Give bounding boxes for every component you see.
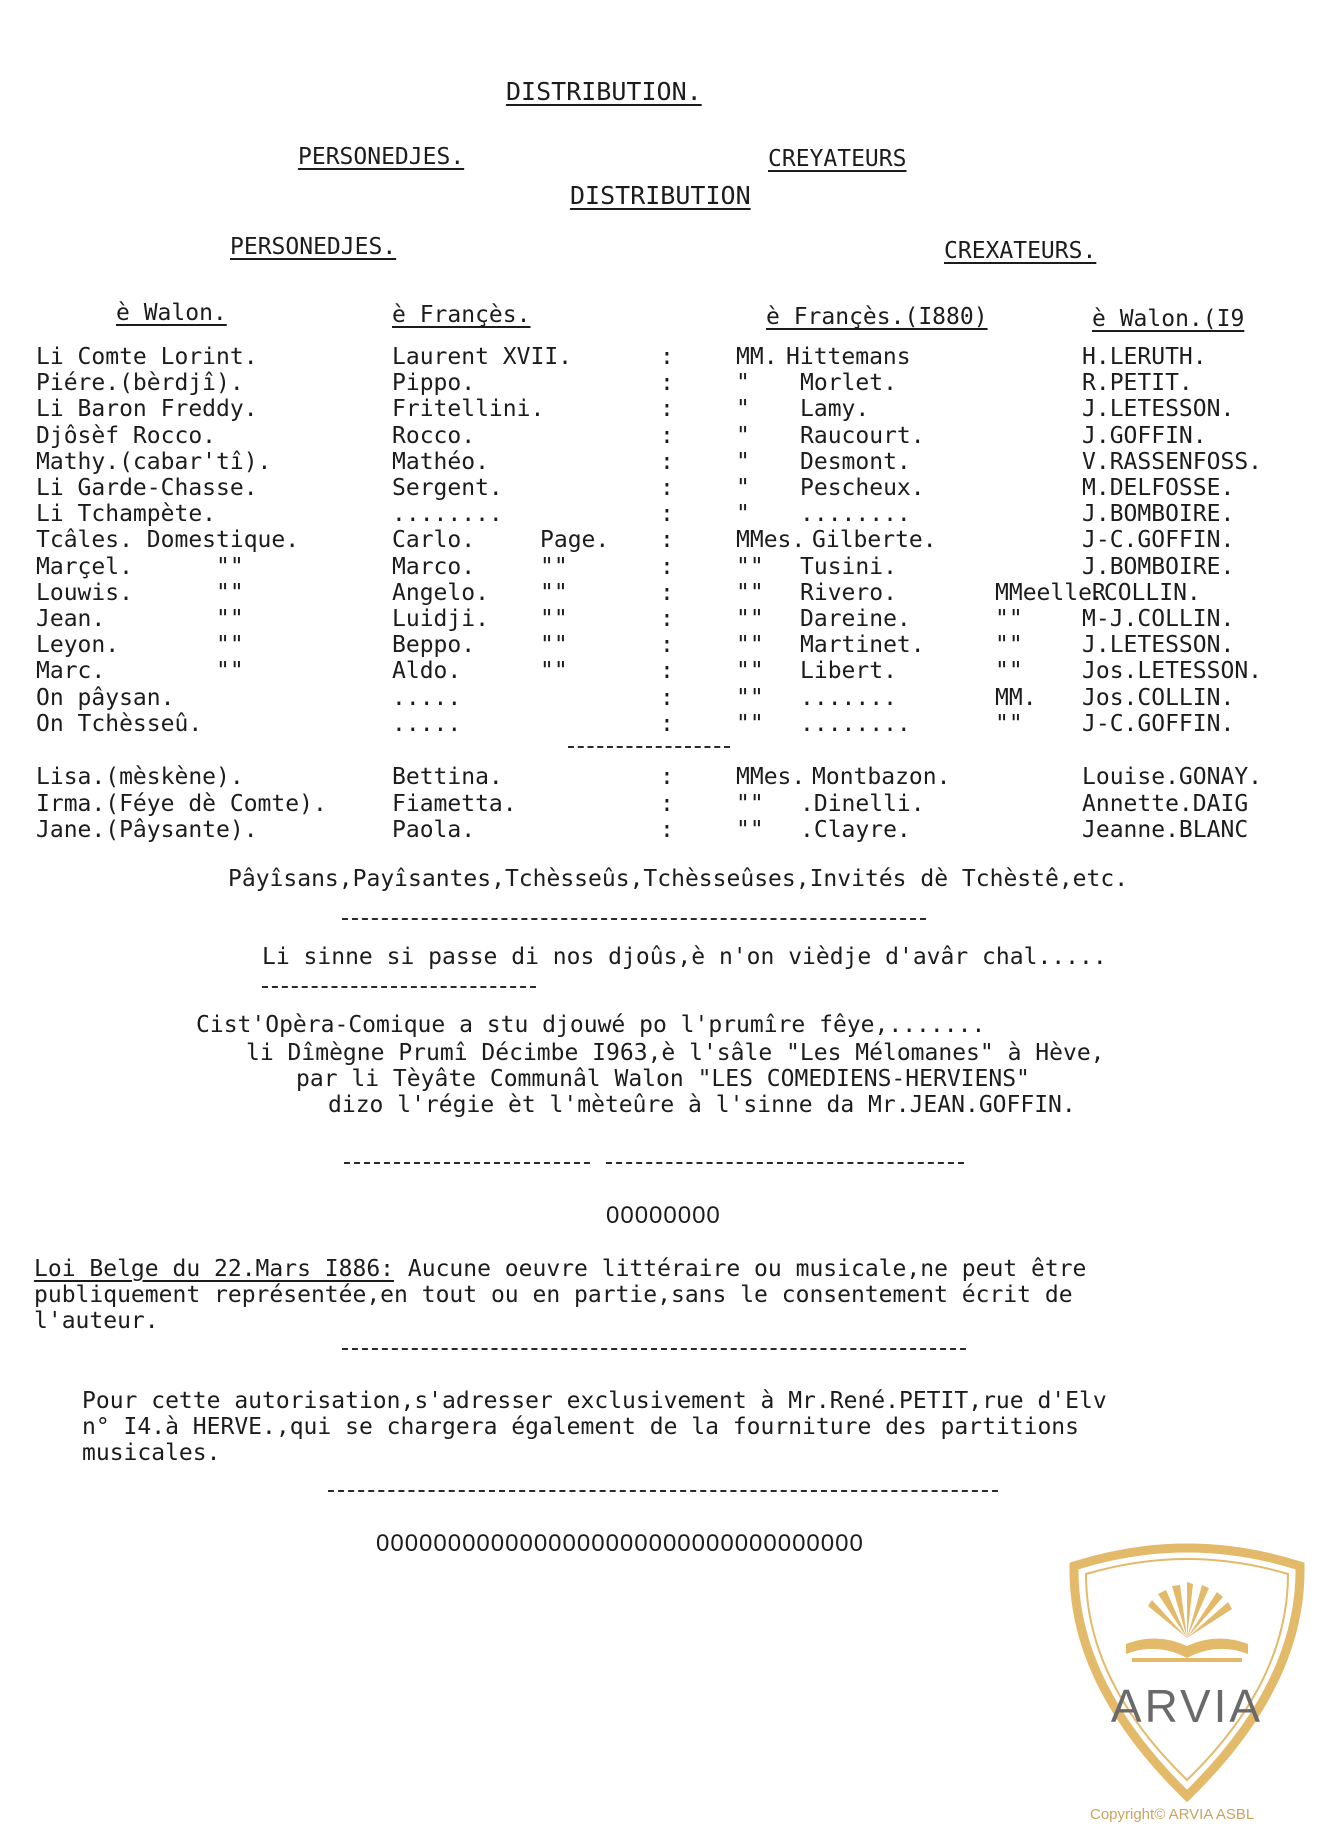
divider-dashed [342, 918, 926, 920]
cast-row [0, 658, 1324, 684]
personedjes-heading: PERSONEDJES. [230, 234, 397, 260]
column-separator: : [660, 527, 674, 554]
title-mid: DISTRIBUTION [570, 181, 751, 210]
title-top: DISTRIBUTION. [506, 77, 702, 106]
creator-prefix: MMes. [736, 527, 806, 554]
creator-walon: Jos.LETESSON. [1082, 658, 1263, 685]
creator-walon: .COLLIN. [1090, 579, 1201, 606]
role-walon: Lisa.(mèskène). [36, 764, 244, 790]
role-walon: Djôsèf Rocco. [36, 422, 217, 449]
role-frances: Pippo. [392, 370, 476, 397]
column-separator: : [660, 606, 674, 632]
role-frances: Luidji. [392, 606, 489, 632]
creator-walon: Jeanne.BLANC [1082, 817, 1249, 843]
creator-walon: J.LETESSON. [1082, 632, 1235, 659]
law-line-3: l'auteur. [34, 1308, 159, 1334]
role-walon: Tcâles. Domestique. [36, 527, 300, 554]
divider-dashed [344, 1162, 590, 1164]
law-label: Loi Belge du 22.Mars I886: [34, 1256, 395, 1282]
authorization-line-3: musicales. [82, 1440, 221, 1466]
role-frances: Aldo. [392, 658, 462, 685]
creator-frances: Rivero. [800, 579, 897, 606]
role-walon: On Tchèsseû. [36, 710, 203, 737]
role-page: "" [540, 632, 568, 659]
creator-prefix: MM. [736, 344, 778, 370]
role-frances: Beppo. [392, 632, 476, 659]
role-walon: Jane.(Pâysante). [36, 817, 258, 843]
role-frances: ..... [392, 684, 462, 711]
role-walon: Li Comte Lorint. [36, 344, 258, 370]
creator-prefix: "" [736, 790, 764, 817]
creator-prefix: "" [736, 632, 764, 659]
creator-prefix: " [736, 396, 750, 423]
role-page: Page. [540, 527, 610, 554]
column-separator: : [660, 658, 674, 685]
creator-prefix: "" [736, 817, 764, 843]
cast-row [0, 344, 1324, 370]
column-separator: : [660, 790, 674, 817]
cast-row [0, 449, 1324, 475]
creator-walon: J.LETESSON. [1082, 396, 1235, 423]
col-walon-heading: è Walon. [116, 300, 227, 326]
column-separator: : [660, 684, 674, 711]
creator-walon: Annette.DAIG [1082, 790, 1249, 817]
creator-walon: R.PETIT. [1082, 370, 1193, 397]
column-separator: : [660, 344, 674, 370]
creator-prefix-walon: MM. [995, 684, 1037, 711]
creyateurs-heading: CREXATEURS. [944, 238, 1097, 264]
role-frances: Sergent. [392, 475, 503, 501]
column-separator: : [660, 553, 674, 580]
role-frances: Fiametta. [392, 790, 517, 817]
col-frances-1880-heading: è Françès.(I880) [766, 304, 988, 330]
creator-prefix: MMes. [736, 764, 806, 790]
role-frances: Angelo. [392, 579, 489, 606]
column-separator: : [660, 448, 674, 475]
authorization-line-2: n° I4.à HERVE.,qui se chargera également de la fourniture des partitions [82, 1414, 1079, 1440]
column-separator: : [660, 396, 674, 423]
role-frances: ..... [392, 710, 462, 737]
col-walon-19-heading: è Walon.(I9 [1092, 306, 1245, 332]
cast-row-women [0, 764, 1324, 790]
creator-prefix: "" [736, 710, 764, 737]
creator-frances: .Dinelli. [800, 790, 925, 817]
creator-frances: Desmont. [800, 448, 911, 475]
role-walon: Leyon. "" [36, 632, 244, 659]
premiere-line-3: par li Tèyâte Communâl Walon "LES COMEDIENS-HERVIENS" [296, 1066, 1030, 1092]
creator-prefix: " [736, 422, 750, 449]
role-frances: Mathéo. [392, 448, 489, 475]
logo-text: ARVIA [1110, 1680, 1264, 1732]
cast-row [0, 527, 1324, 553]
column-separator: : [660, 370, 674, 397]
creator-prefix-walon: "" [995, 658, 1023, 685]
creator-frances: ........ [800, 501, 911, 528]
column-separator: : [660, 422, 674, 449]
law-line-2: publiquement représentée,en tout ou en partie,sans le consentement écrit de [34, 1282, 1073, 1308]
creator-prefix: " [736, 475, 750, 501]
role-walon: Mathy.(cabar'tî). [36, 448, 272, 475]
creator-walon: M.DELFOSSE. [1082, 475, 1235, 501]
copyright-notice: Copyright© ARVIA ASBL [1090, 1806, 1255, 1823]
role-walon: Louwis. "" [36, 579, 244, 606]
role-walon: Piére.(bèrdjî). [36, 370, 244, 397]
creator-prefix: " [736, 501, 750, 528]
cast-row-women [0, 791, 1324, 817]
arvia-shield-logo [1062, 1534, 1312, 1804]
creator-frances: ........ [800, 710, 911, 737]
creator-frances: Pescheux. [800, 475, 925, 501]
creator-frances: Montbazon. [812, 764, 951, 790]
creator-prefix: "" [736, 579, 764, 606]
creator-prefix: "" [736, 606, 764, 632]
column-separator: : [660, 817, 674, 843]
role-frances: Bettina. [392, 764, 503, 790]
creator-frances: Dareine. [800, 606, 911, 632]
creator-walon: J-C.GOFFIN. [1082, 527, 1235, 554]
creator-walon: M-J.COLLIN. [1082, 606, 1235, 632]
cast-row [0, 580, 1324, 606]
creator-walon: J.GOFFIN. [1082, 422, 1207, 449]
col-frances-heading: è Françès. [392, 302, 531, 328]
cast-row [0, 632, 1324, 658]
role-frances: Marco. [392, 553, 476, 580]
creator-walon: J.BOMBOIRE. [1082, 553, 1235, 580]
creator-frances: Gilberte. [812, 527, 937, 554]
setting-line: Li sinne si passe di nos djoûs,è n'on vièdje d'avâr chal..... [262, 944, 1107, 970]
divider-dashed [262, 986, 536, 988]
role-page: "" [540, 606, 568, 632]
creator-walon: Jos.COLLIN. [1082, 684, 1235, 711]
creator-prefix: " [736, 448, 750, 475]
cast-row [0, 685, 1324, 711]
creator-walon: J.BOMBOIRE. [1082, 501, 1235, 528]
column-separator: : [660, 475, 674, 501]
role-frances: ........ [392, 501, 503, 528]
role-page: "" [540, 579, 568, 606]
cast-row [0, 475, 1324, 501]
role-walon: Marc. "" [36, 658, 244, 685]
role-frances: Carlo. [392, 527, 476, 554]
role-walon: Li Tchampète. [36, 501, 217, 528]
role-walon: Jean. "" [36, 606, 244, 632]
creator-prefix: "" [736, 684, 764, 711]
creator-frances: Libert. [800, 658, 897, 685]
cast-row [0, 370, 1324, 396]
creator-frances: Tusini. [800, 553, 897, 580]
role-frances: Laurent XVII. [392, 344, 573, 370]
column-separator: : [660, 579, 674, 606]
role-frances: Fritellini. [392, 396, 545, 423]
creator-frances: Morlet. [800, 370, 897, 397]
divider-dashed [606, 1162, 964, 1164]
role-walon: Li Baron Freddy. [36, 396, 258, 423]
role-walon: Irma.(Féye dè Comte). [36, 790, 327, 817]
creyateurs-top: CREYATEURS [768, 146, 907, 172]
creator-prefix: "" [736, 658, 764, 685]
premiere-line-1: Cist'Opèra-Comique a stu djouwé po l'prumîre fêye,....... [196, 1012, 986, 1038]
column-separator: : [660, 764, 674, 790]
personedjes-top: PERSONEDJES. [298, 144, 465, 170]
creator-walon: Louise.GONAY. [1082, 764, 1263, 790]
creator-frances: Raucourt. [800, 422, 925, 449]
creator-walon: J-C.GOFFIN. [1082, 710, 1235, 737]
law-line-1 [34, 1256, 1086, 1283]
law-text: Aucune oeuvre littéraire ou musicale,ne peut être [394, 1256, 1087, 1282]
extras-line: Pâyîsans,Payîsantes,Tchèsseûs,Tchèsseûses,Invités dè Tchèstê,etc. [228, 866, 1129, 892]
role-walon: Marçel. "" [36, 553, 244, 580]
cast-row [0, 554, 1324, 580]
creator-frances: ....... [800, 684, 897, 711]
creator-frances: Martinet. [800, 632, 925, 659]
cast-row [0, 423, 1324, 449]
role-walon: Li Garde-Chasse. [36, 475, 258, 501]
cast-row [0, 606, 1324, 632]
role-page: "" [540, 553, 568, 580]
creator-frances: Hittemans [786, 344, 911, 370]
creator-prefix: "" [736, 553, 764, 580]
divider-dashed [328, 1490, 998, 1492]
role-frances: Rocco. [392, 422, 476, 449]
creator-frances: .Clayre. [800, 817, 911, 843]
premiere-line-2: li Dîmègne Prumî Décimbe I963,è l'sâle "Les Mélomanes" à Hève, [246, 1040, 1105, 1066]
divider-dashed [342, 1348, 966, 1350]
creator-prefix-walon: "" [995, 606, 1023, 632]
creator-prefix: " [736, 370, 750, 397]
cast-row [0, 711, 1324, 737]
cast-row [0, 396, 1324, 422]
column-separator: : [660, 501, 674, 528]
creator-walon: H.LERUTH. [1082, 344, 1207, 370]
cast-row-women [0, 817, 1324, 843]
column-separator: : [660, 632, 674, 659]
creator-walon: V.RASSENFOSS. [1082, 448, 1263, 475]
premiere-line-4: dizo l'régie èt l'mèteûre à l'sinne da Mr.JEAN.GOFFIN. [328, 1092, 1076, 1118]
separator-zeros-long: 0000000000000000000000000000000000 [376, 1530, 864, 1557]
creator-prefix-walon: "" [995, 710, 1023, 737]
cast-row [0, 501, 1324, 527]
creator-frances: Lamy. [800, 396, 870, 423]
creator-prefix-walon: MMeelleR [995, 579, 1106, 606]
creator-prefix-walon: "" [995, 632, 1023, 659]
column-separator: : [660, 710, 674, 737]
separator-zeros-short: 00000000 [606, 1202, 721, 1229]
role-page: "" [540, 658, 568, 685]
role-walon: On pâysan. [36, 684, 175, 711]
role-frances: Paola. [392, 817, 476, 843]
divider-dashed [568, 746, 730, 748]
authorization-line-1: Pour cette autorisation,s'adresser exclusivement à Mr.René.PETIT,rue d'Elv [82, 1388, 1107, 1414]
